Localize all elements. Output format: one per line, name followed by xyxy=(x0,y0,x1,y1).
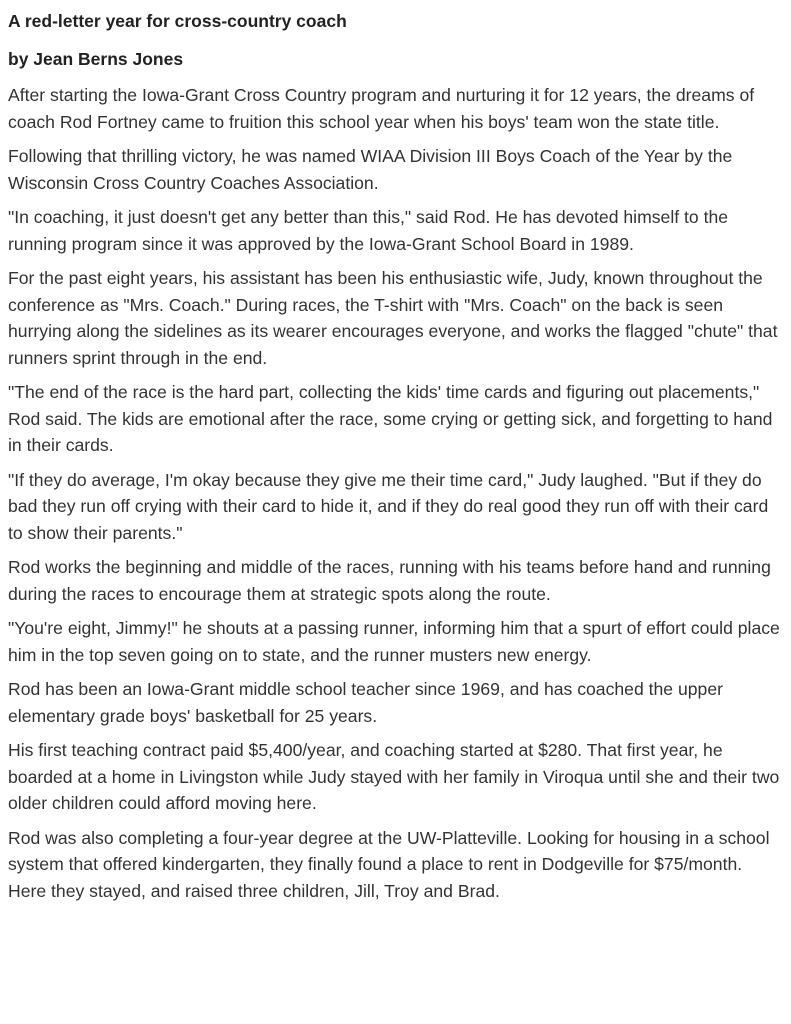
article-paragraph: Following that thrilling victory, he was named WIAA Division III Boys Coach of the Year by the Wisconsin Cross Country Coaches Association. xyxy=(8,146,733,193)
article-paragraph: After starting the Iowa-Grant Cross Country program and nurturing it for 12 years, the dreams of coach Rod Fortney came to fruition this school year when his boys' team won the state title. xyxy=(8,85,755,132)
article-byline: by Jean Berns Jones xyxy=(8,49,184,69)
article-paragraph: His first teaching contract paid $5,400/year, and coaching started at $280. That first year, he boarded at a home in Livingston while Judy stayed with her family in Viroqua until she and their two older children could afford moving here. xyxy=(8,740,780,813)
article-paragraph: "You're eight, Jimmy!" he shouts at a passing runner, informing him that a spurt of effort could place him in the top seven going on to state, and the runner musters new energy. xyxy=(8,618,780,665)
article-paragraph: Rod works the beginning and middle of the races, running with his teams before hand and running during the races to encourage them at strategic spots along the route. xyxy=(8,557,771,604)
article-paragraph: "In coaching, it just doesn't get any better than this," said Rod. He has devoted himself to the running program since it was approved by the Iowa-Grant School Board in 1989. xyxy=(8,207,729,254)
article-paragraph: "If they do average, I'm okay because they give me their time card," Judy laughed. "But if they do bad they run off crying with their card to hide it, and if they do real good they run off with their card to show their parents." xyxy=(8,469,769,543)
article-paragraph: Rod was also completing a four-year degree at the UW-Platteville. Looking for housing in a school system that offered kindergarten, they finally found a place to rent in Dodgeville for $75/month. Here they stayed, and raised three children, Jill, Troy and Brad. xyxy=(8,827,770,901)
article-title: A red-letter year for cross-country coach xyxy=(8,11,347,31)
article-paragraph: Rod has been an Iowa-Grant middle school teacher since 1969, and has coached the upper elementary grade boys' basketball for 25 years. xyxy=(8,679,723,726)
article-paragraph: "The end of the race is the hard part, collecting the kids' time cards and figuring out placements," Rod said. The kids are emotional after the race, some crying or getting sick, and forgetting to hand in their cards. xyxy=(8,382,773,455)
article-paragraph: For the past eight years, his assistant has been his enthusiastic wife, Judy, known throughout the conference as "Mrs. Coach." During races, the T-shirt with "Mrs. Coach" on the back is seen hurrying along the sidelines as its wearer encourages everyone, and works the flagged "chute" that runners sprint through in the end. xyxy=(8,268,778,368)
